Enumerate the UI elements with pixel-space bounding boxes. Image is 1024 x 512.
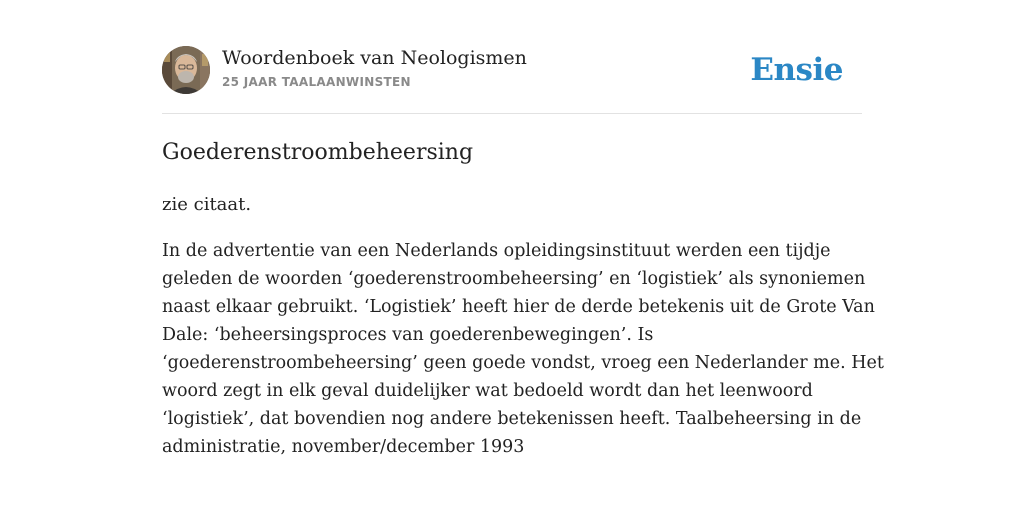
quote-line: ‘goederenstroombeheersing’ geen goede vondst, vroeg een Nederlander me. Het xyxy=(162,353,884,373)
quote-line: administratie, november/december 1993 xyxy=(162,437,525,457)
ensie-logo[interactable]: Ensie xyxy=(750,52,843,88)
quote-line: Dale: ‘beheersingsproces van goederenbewegingen’. Is xyxy=(162,325,654,345)
quote-line: naast elkaar gebruikt. ‘Logistiek’ heeft hier de derde betekenis uit de Grote Van xyxy=(162,297,875,317)
quote-line: ‘logistiek’, dat bovendien nog andere betekenissen heeft. Taalbeheersing in de xyxy=(162,409,862,429)
entry-quote xyxy=(162,237,884,461)
quote-line: woord zegt in elk geval duidelijker wat bedoeld wordt dan het leenwoord xyxy=(162,381,813,401)
site-title[interactable]: Woordenboek van Neologismen xyxy=(222,47,527,69)
author-avatar[interactable] xyxy=(162,46,210,94)
entry-card xyxy=(162,0,884,512)
quote-line: geleden de woorden ‘goederenstroombeheersing’ en ‘logistiek’ als synoniemen xyxy=(162,269,866,289)
entry-definition: zie citaat. xyxy=(162,194,252,215)
entry-title: Goederenstroombeheersing xyxy=(162,140,474,165)
site-subtitle: 25 JAAR TAALAANWINSTEN xyxy=(222,75,411,89)
avatar-portrait-icon xyxy=(162,46,210,94)
header xyxy=(162,46,862,96)
header-divider xyxy=(162,113,862,114)
quote-line: In de advertentie van een Nederlands opleidingsinstituut werden een tijdje xyxy=(162,241,831,261)
